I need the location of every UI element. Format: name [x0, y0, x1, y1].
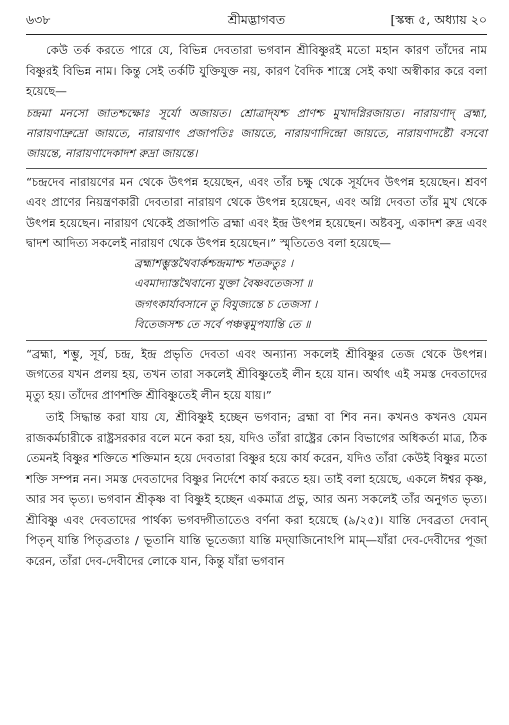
verse-translation: “ব্রহ্মা, শম্ভু, সূর্য, চন্দ্র, ইন্দ্র প্রভৃতি দেবতা এবং অন্যান্য সকলেই শ্রীবিষ্ণুর তেজ থেকে উৎপন্ন। জগতের যখন প্রলয় হয়, তখন তারা সকলেই শ্রীবিষ্ণুতেই লীন হয়ে যান। অর্থাৎ এই সমস্ত দেবতাদের মৃত্যু হয়। তাঁদের প্রাণশক্তি শ্রীবিষ্ণুতেই লীন হয়ে যায়।”: [26, 346, 487, 402]
header-rule: [26, 34, 487, 35]
verse-line: বিতেজসশ্চ তে সর্বে পঞ্চত্বমুপযান্তি তে ॥: [134, 318, 311, 331]
quote-separator: [26, 168, 487, 169]
verse-separator: [26, 340, 487, 341]
sanskrit-quote: চন্দ্রমা মনসো জাতশ্চক্ষোঃ সূর্যো অজায়ত। শ্রোত্রাদ্‌যশ্চ প্রাণশ্চ মুখাদগ্নিরজায়ত। নারায়ণাদ্ ব্রহ্মা, নারায়ণাদ্রুদ্রো জায়তে, নারায়ণাৎ প্রজাপতিঃ জায়তে, নারায়ণাদিন্দ্রো জায়তে, নারায়ণাদষ্টৌ বসবো জায়ন্তে, নারায়ণাদেকাদশ রুদ্রা জায়ন্তে।: [26, 106, 487, 160]
verse-block: [134, 254, 487, 336]
verse-line: এবমাদ্যাস্তথৈবান্যে যুক্তা বৈষ্ণবতেজসা ॥: [134, 277, 313, 290]
page-number: ৬৩৮: [26, 12, 51, 27]
chapter-reference: [স্কন্ধ ৫, অধ্যায় ২০: [390, 12, 487, 27]
translation-paragraph: “চন্দ্রদেব নারায়ণের মন থেকে উৎপন্ন হয়েছেন, এবং তাঁর চক্ষু থেকে সূর্যদেব উৎপন্ন হয়েছেন। শ্রবণ এবং প্রাণের নিয়ন্ত্রণকারী দেবতারা নারায়ণ থেকে উৎপন্ন হয়েছেন, এবং অগ্নি দেবতা তাঁর মুখ থেকে উৎপন্ন হয়েছেন। নারায়ণ থেকেই প্রজাপতি ব্রহ্মা এবং ইন্দ্র উৎপন্ন হয়েছেন। অষ্টবসু, একাদশ রুদ্র এবং দ্বাদশ আদিত্য সকলেই নারায়ণ থেকে উৎপন্ন হয়েছেন।” স্মৃতিতেও বলা হয়েছে—: [26, 174, 487, 250]
verse-line: জগৎকার্যাবসানে তু বিযুজ্যন্তে চ তেজসা ।: [134, 297, 318, 311]
page-header: [26, 10, 487, 32]
verse-line: ব্রহ্মাশম্ভুস্তথৈবার্কশ্চন্দ্রমাশ্চ শতক্রতুঃ ।: [134, 256, 294, 270]
intro-paragraph: কেউ তর্ক করতে পারে যে, বিভিন্ন দেবতারা ভগবান শ্রীবিষ্ণুরই মতো মহান কারণ তাঁদের নাম বিষ্ণুরই বিভিন্ন নাম। কিন্তু সেই তর্কটি যুক্তিযুক্ত নয়, কারণ বৈদিক শাস্ত্রে সেই কথা অস্বীকার করে বলা হয়েছে—: [26, 43, 487, 98]
book-title: শ্রীমদ্ভাগবত: [227, 12, 286, 27]
purport-paragraph: তাই সিদ্ধান্ত করা যায় যে, শ্রীবিষ্ণুই হচ্ছেন ভগবান; ব্রহ্মা বা শিব নন। কখনও কখনও যেমন রাজকর্মচারীকে রাষ্ট্রসরকার বলে মনে করা হয়, যদিও তাঁরা রাষ্ট্রের কোন বিভাগের অধিকর্তা মাত্র, ঠিক তেমনই বিষ্ণুর শক্তিতে শক্তিমান হয়ে দেবতারা বিষ্ণুর হয়ে কার্য করেন, যদিও তাঁরা কেউই বিষ্ণুর মতো শক্তি সম্পন্ন নন। সমস্ত দেবতাদের বিষ্ণুর নির্দেশে কার্য করতে হয়। তাই বলা হয়েছে, একলে ঈশ্বর কৃষ্ণ, আর সব ভৃত্য। ভগবান শ্রীকৃষ্ণ বা বিষ্ণুই হচ্ছেন একমাত্র প্রভু, আর অন্য সকলেই তাঁর অনুগত ভৃত্য। শ্রীবিষ্ণু এবং দেবতাদের পার্থক্য ভগবদ্গীতাতেও বর্ণনা করা হয়েছে (৯/২৫)। যান্তি দেবব্রতা দেবান্ পিতৃন্ যান্তি পিতৃব্রতাঃ / ভূতানি যান্তি ভূতেজ্যা যান্তি মদ্‌যাজিনোঽপি মাম্—যাঁরা দেব-দেবীদের পূজা করেন, তাঁরা দেব-দেবীদের লোকে যান, কিন্তু যাঁরা ভগবান: [26, 410, 487, 568]
page-body: [26, 40, 487, 571]
